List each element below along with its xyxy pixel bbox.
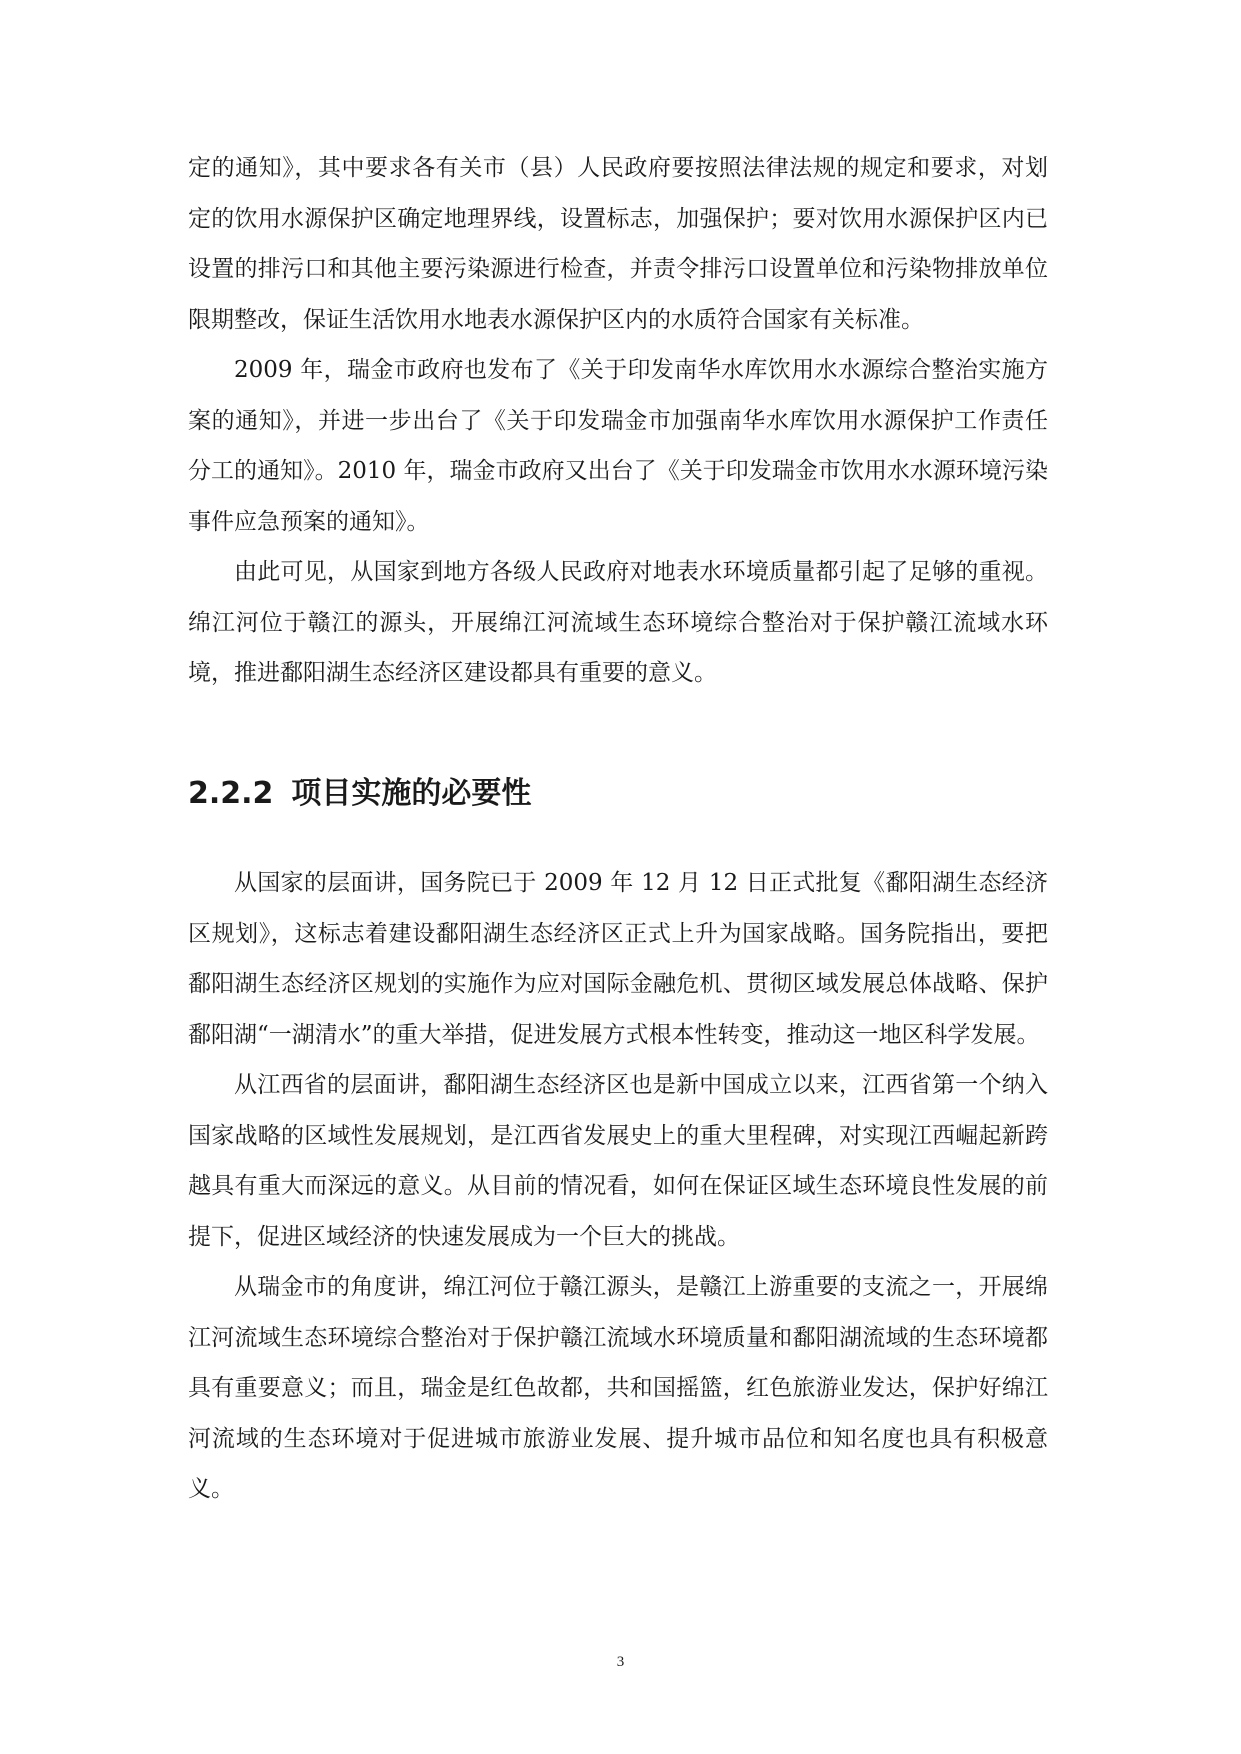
paragraph-continuation: 定的通知》，其中要求各有关市（县）人民政府要按照法律法规的规定和要求，对划定的饮用水源保护区确定地理界线，设置标志，加强保护；要对饮用水源保护区内已设置的排污口和其他主要污染源进行检查，并责令排污口设置单位和污染物排放单位限期整改，保证生活饮用水地表水源保护区内的水质符合国家有关标准。 <box>188 155 1048 333</box>
page-number: 3 <box>616 1654 625 1670</box>
paragraph: 从瑞金市的角度讲，绵江河位于赣江源头，是赣江上游重要的支流之一，开展绵江河流域生态环境综合整治对于保护赣江流域水环境质量和鄱阳湖流域的生态环境都具有重要意义；而且，瑞金是红色故都，共和国摇篮，红色旅游业发达，保护好绵江河流域的生态环境对于促进城市旅游业发展、提升城市品位和知名度也具有积极意义。 <box>188 1274 1048 1502</box>
paragraph: 从国家的层面讲，国务院已于 2009 年 12 月 12 日正式批复《鄱阳湖生态经济区规划》，这标志着建设鄱阳湖生态经济区正式上升为国家战略。国务院指出，要把鄱阳湖生态经济区规划的实施作为应对国际金融危机、贯彻区域发展总体战略、保护鄱阳湖“一湖清水”的重大举措，促进发展方式根本性转变，推动这一地区科学发展。 <box>188 870 1048 1048</box>
body-text-block-1 <box>188 143 1048 699</box>
section-title: 项目实施的必要性 <box>291 776 532 811</box>
paragraph: 从江西省的层面讲，鄱阳湖生态经济区也是新中国成立以来，江西省第一个纳入国家战略的区域性发展规划，是江西省发展史上的重大里程碑，对实现江西崛起新跨越具有重大而深远的意义。从目前的情况看，如何在保证区域生态环境良性发展的前提下，促进区域经济的快速发展成为一个巨大的挑战。 <box>188 1072 1048 1250</box>
body-text-block-2 <box>188 858 1048 1515</box>
section-number: 2.2.2 <box>188 776 274 811</box>
paragraph: 由此可见，从国家到地方各级人民政府对地表水环境质量都引起了足够的重视。绵江河位于赣江的源头，开展绵江河流域生态环境综合整治对于保护赣江流域水环境，推进鄱阳湖生态经济区建设都具有重要的意义。 <box>188 559 1048 686</box>
paragraph: 2009 年，瑞金市政府也发布了《关于印发南华水库饮用水水源综合整治实施方案的通知》，并进一步出台了《关于印发瑞金市加强南华水库饮用水源保护工作责任分工的通知》。2010 年，瑞金市政府又出台了《关于印发瑞金市饮用水水源环境污染事件应急预案的通知》。 <box>188 357 1048 535</box>
section-heading <box>188 774 531 814</box>
